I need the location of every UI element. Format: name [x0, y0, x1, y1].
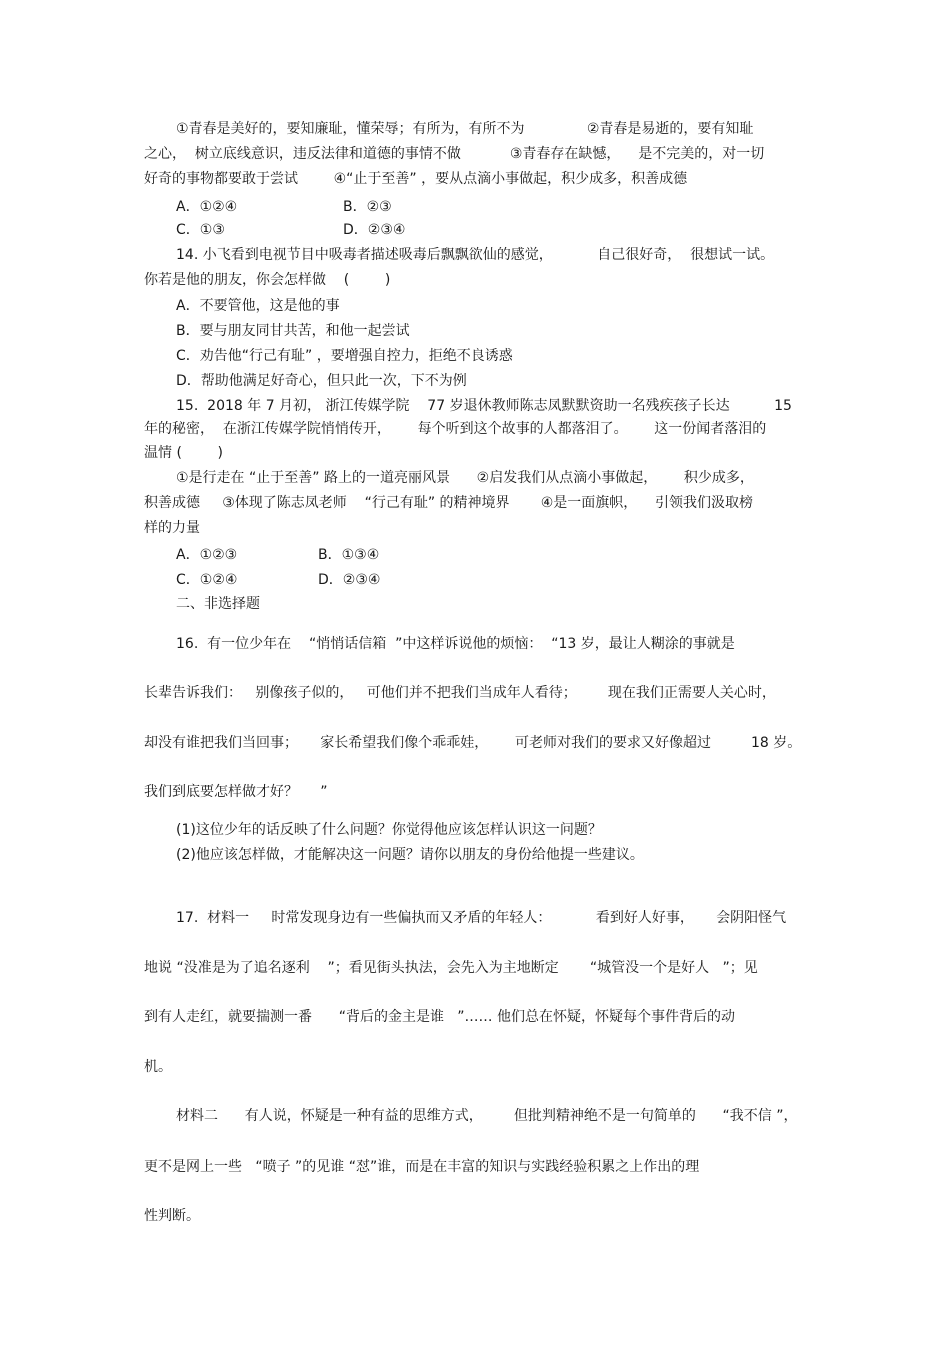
q14-option-c: C．劝告他“行己有耻” ，要增强自控力，拒绝不良诱惑 — [176, 348, 513, 364]
q16-subquestion-2: (2)他应该怎样做，才能解决这一问题？请你以朋友的身份给他提一些建议。 — [176, 847, 644, 863]
q14-option-d: D．帮助他满足好奇心，但只此一次，下不为例 — [176, 373, 467, 389]
q15-statement-line-2: 积善成德 ③体现了陈志凤老师 “行己有耻” 的精神境界 ④是一面旗帜， 引领我们汲取榜 — [144, 495, 754, 511]
q13-statement-line-1: ①青春是美好的，要知廉耻，懂荣辱；有所为，有所不为 ②青春是易逝的，要有知耻 — [176, 121, 754, 137]
q17-material-1-line-2: 地说 “没准是为了追名逐利 ”；看见街头执法，会先入为主地断定 “城管没一个是好人 ”；见 — [144, 960, 758, 976]
q16-stem-line-1: 16. 有一位少年在 “悄悄话信箱 ”中这样诉说他的烦恼： “13 岁，最让人糊涂的事就是 — [176, 636, 735, 652]
q17-material-2-line-1: 材料二 有人说，怀疑是一种有益的思维方式， 但批判精神绝不是一句简单的 “我不信 ”， — [176, 1108, 798, 1124]
q16-stem-line-4: 我们到底要怎样做才好？ ” — [144, 784, 328, 800]
q15-stem-line-3: 温情 ( ) — [144, 445, 223, 461]
q15-statement-line-1: ①是行走在 “止于至善” 路上的一道亮丽风景 ②启发我们从点滴小事做起， 积少成多， — [176, 470, 754, 486]
q17-material-1-line-3: 到有人走红，就要揣测一番 “背后的金主是谁 ”…… 他们总在怀疑，怀疑每个事件背后的动 — [144, 1009, 736, 1025]
q13-option-c: C．①③ — [176, 222, 225, 238]
q14-option-b: B．要与朋友同甘共苦，和他一起尝试 — [176, 323, 410, 339]
q14-option-a: A．不要管他，这是他的事 — [176, 298, 340, 314]
q15-option-b: B．①③④ — [318, 547, 380, 563]
q15-option-a: A．①②③ — [176, 547, 238, 563]
q15-stem-line-1: 15. 2018 年 7 月初， 浙江传媒学院 77 岁退休教师陈志凤默默资助一名残疾孩子长达 15 — [176, 398, 792, 414]
section-title: 二、非选择题 — [176, 596, 260, 612]
q13-option-a: A．①②④ — [176, 199, 238, 215]
q14-stem-line-1: 14. 小飞看到电视节目中吸毒者描述吸毒后飘飘欲仙的感觉， 自己很好奇， 很想试一试。 — [176, 247, 775, 263]
q16-subquestion-1: (1)这位少年的话反映了什么问题？你觉得他应该怎样认识这一问题？ — [176, 822, 602, 838]
q15-option-d: D．②③④ — [318, 572, 381, 588]
q15-stem-line-2: 年的秘密， 在浙江传媒学院悄悄传开， 每个听到这个故事的人都落泪了。 这一份闻者落泪的 — [144, 421, 767, 437]
q17-material-1-line-4: 机。 — [144, 1059, 172, 1075]
q17-material-2-line-2: 更不是网上一些 “喷子 ”的见谁 “怼”谁，而是在丰富的知识与实践经验积累之上作出的理 — [144, 1159, 700, 1175]
q13-option-d: D．②③④ — [343, 222, 406, 238]
q15-statement-line-3: 样的力量 — [144, 520, 200, 536]
q16-stem-line-3: 却没有谁把我们当回事； 家长希望我们像个乖乖娃， 可老师对我们的要求又好像超过 18 岁。 — [144, 735, 802, 751]
q13-option-b: B．②③ — [343, 199, 392, 215]
q14-stem-line-2: 你若是他的朋友，你会怎样做 ( ) — [144, 272, 391, 288]
q17-material-2-line-3: 性判断。 — [144, 1208, 200, 1224]
q15-option-c: C．①②④ — [176, 572, 238, 588]
q16-stem-line-2: 长辈告诉我们： 别像孩子似的， 可他们并不把我们当成年人看待； 现在我们正需要人关心时， — [144, 685, 776, 701]
q17-material-1-line-1: 17. 材料一 时常发现身边有一些偏执而又矛盾的年轻人： 看到好人好事， 会阴阳怪气 — [176, 910, 787, 926]
q13-statement-line-2: 之心， 树立底线意识，违反法律和道德的事情不做 ③青春存在缺憾， 是不完美的，对一切 — [144, 146, 765, 162]
q13-statement-line-3: 好奇的事物都要敢于尝试 ④“止于至善” ，要从点滴小事做起，积少成多，积善成德 — [144, 171, 688, 187]
